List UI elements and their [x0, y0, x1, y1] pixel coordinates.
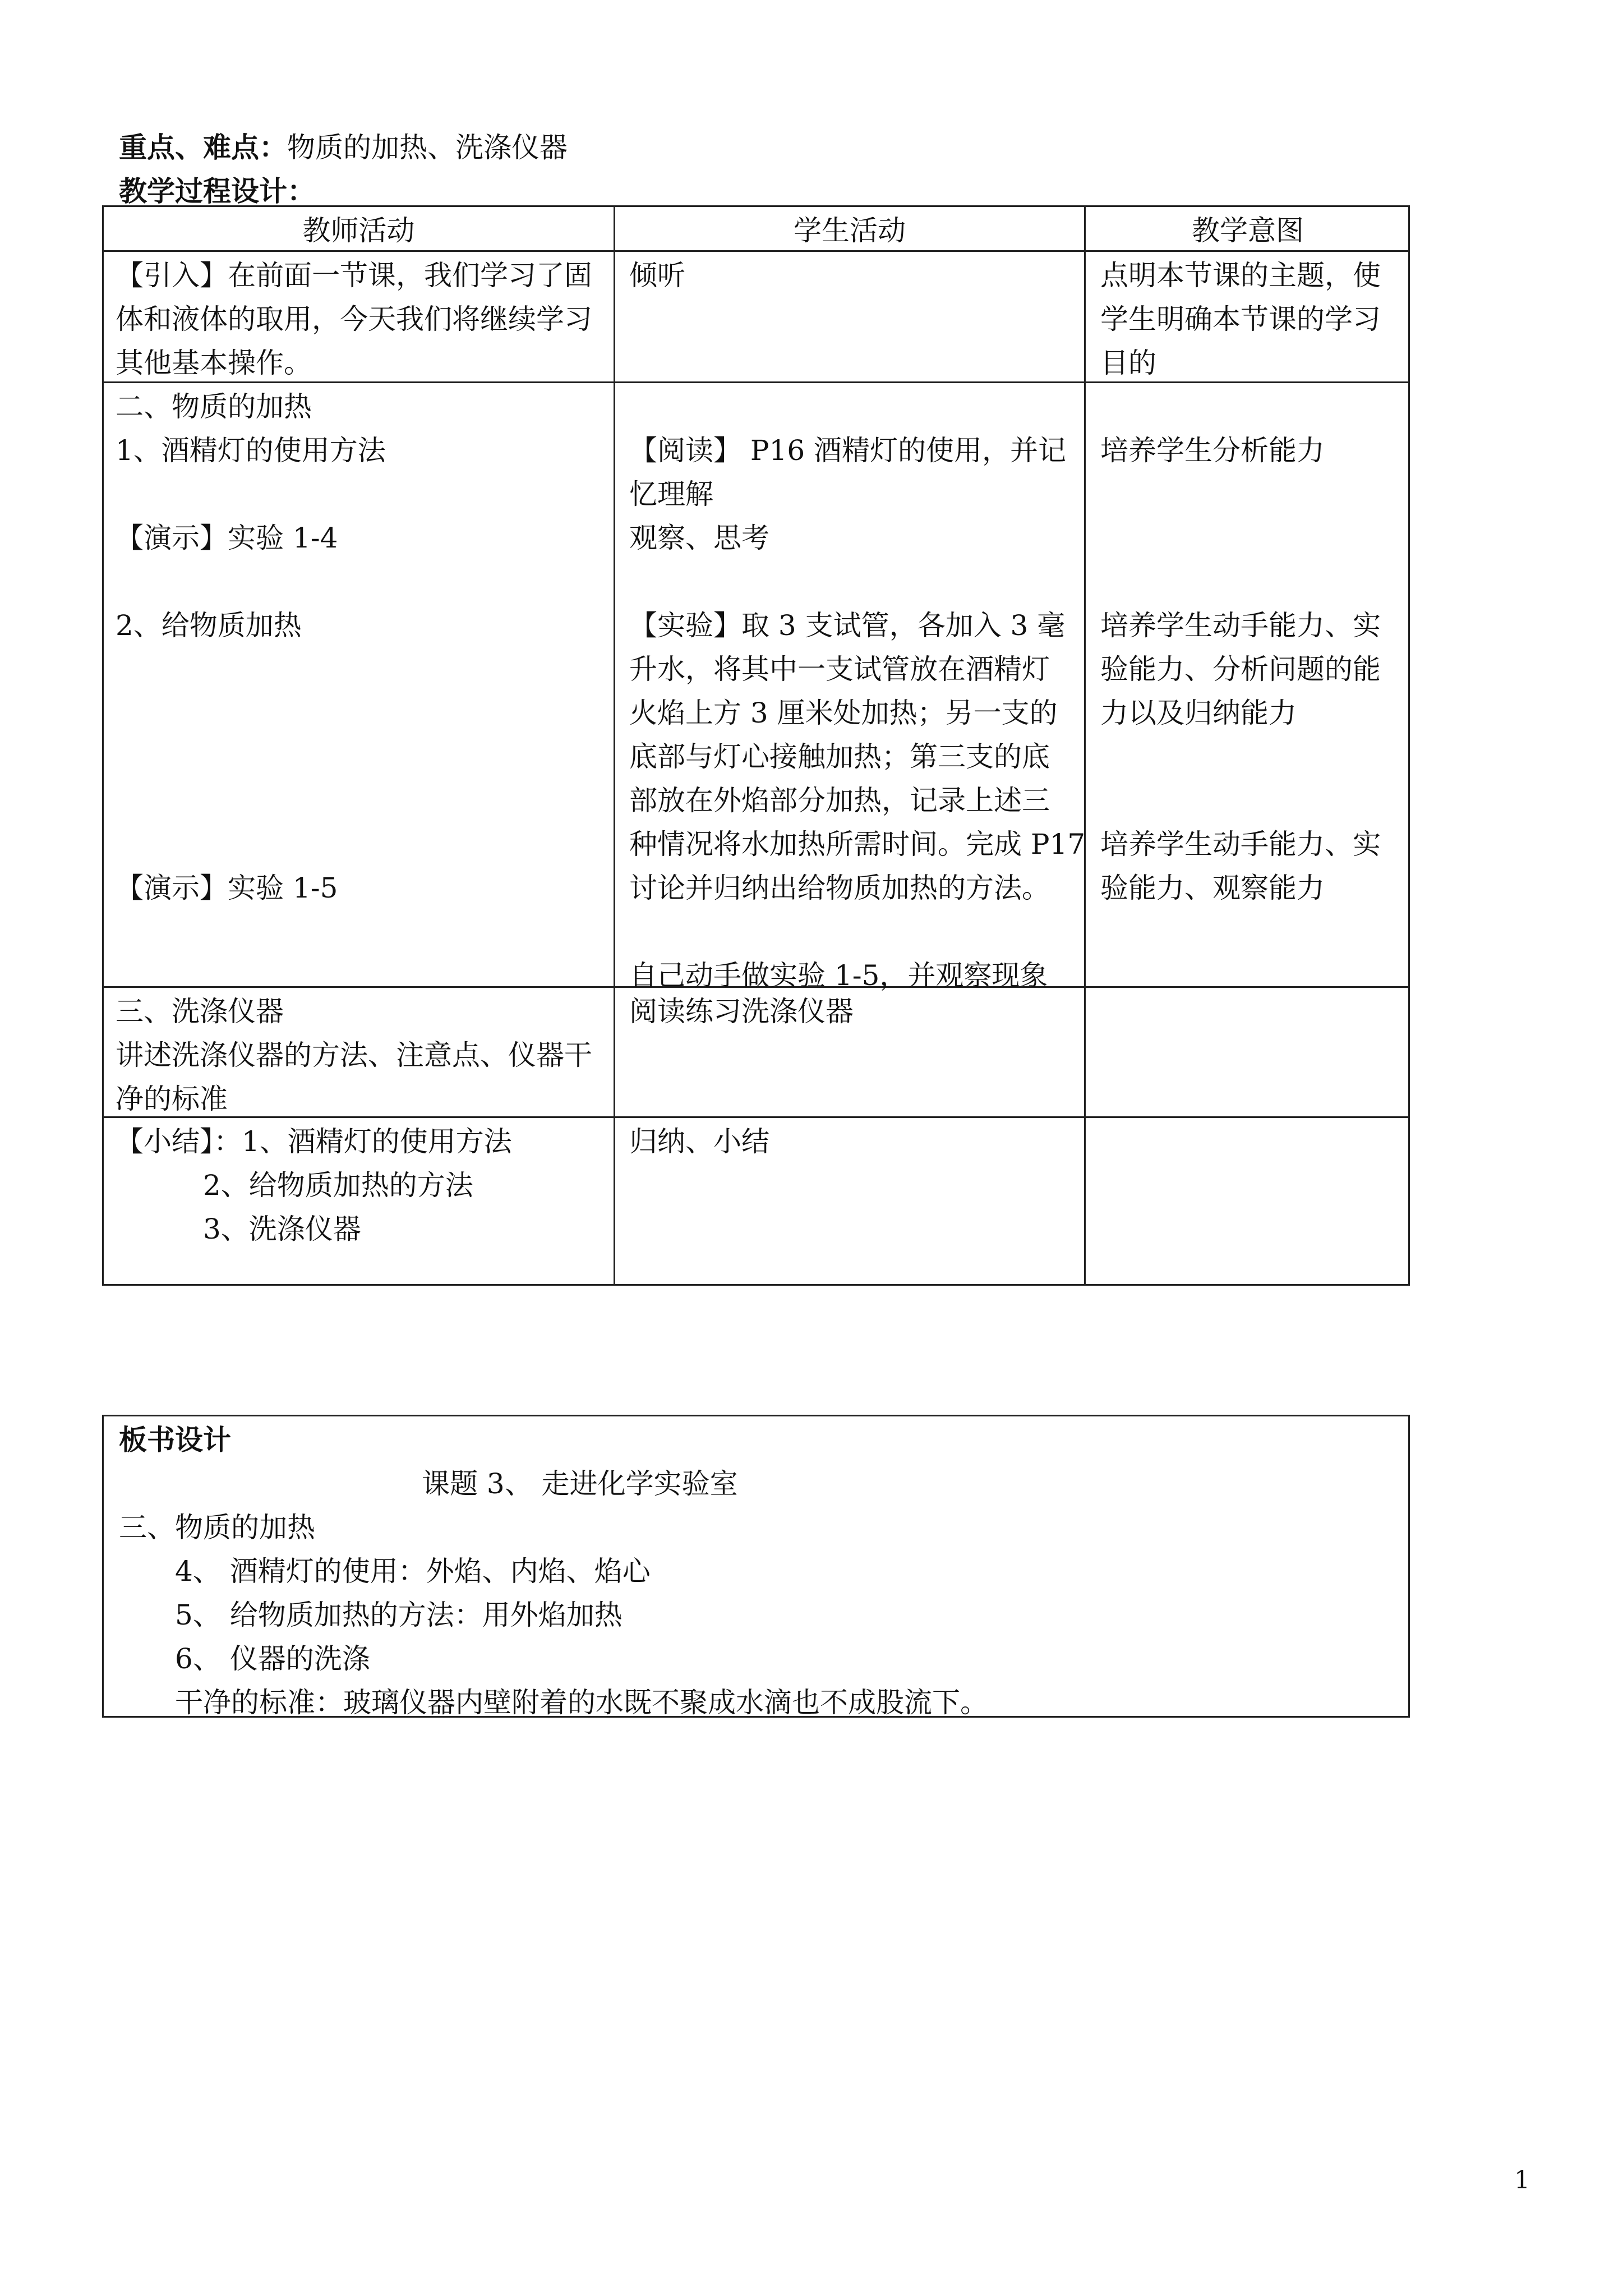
row-heating-intent: 培养学生分析能力 培养学生动手能力、实 验能力、分析问题的能 力以及归纳能力 培养学生动手能力、实 验能力、观察能力 — [1100, 434, 1381, 904]
row-intro-teacher: 【引入】在前面一节课，我们学习了固 体和液体的取用，今天我们将继续学习 其他基本操作。 — [116, 259, 592, 379]
header-student: 学生活动 — [794, 214, 906, 247]
row-washing-student: 阅读练习洗涤仪器 — [629, 995, 854, 1028]
row-heating-teacher: 二、物质的加热 1、酒精灯的使用方法 【演示】实验 1-4 2、给物质加热 【演示】实验 1-5 — [116, 390, 386, 904]
page-number: 1 — [1514, 2166, 1530, 2194]
board-line: 干净的标准：玻璃仪器内壁附着的水既不聚成水滴也不成股流下。 — [175, 1686, 988, 1719]
keypoints-label: 重点、难点： — [119, 131, 287, 164]
row-washing-teacher: 三、洗涤仪器 讲述洗涤仪器的方法、注意点、仪器干 净的标准 — [116, 995, 592, 1115]
keypoints-text: 物质的加热、洗涤仪器 — [287, 131, 568, 164]
row-heating-student: 【阅读】 P16 酒精灯的使用，并记 忆理解 观察、思考 【实验】取 3 支试管，各加入 3 毫 升水，将其中一支试管放在酒精灯 火焰上方 3 厘米处加热；另一支的 底部与灯心接触加热；第三支的底 部放在外焰部分加热，记录上述三 种情况将水加热所需时间。完成 P17 讨论并归纳出给物质加热的方法。 自己动手做实验 1-5，并观察现象 — [629, 434, 1086, 992]
board-design-content — [119, 1418, 988, 1724]
process-title: 教学过程设计： — [119, 174, 315, 208]
board-line: 课题 3、 走进化学实验室 — [422, 1467, 738, 1500]
column-divider — [614, 205, 615, 1286]
row-summary-teacher: 【小结】：1、酒精灯的使用方法 2、给物质加热的方法 3、洗涤仪器 — [116, 1125, 512, 1245]
row-summary-student: 归纳、小结 — [629, 1125, 769, 1158]
board-line: 三、物质的加热 — [119, 1511, 315, 1544]
header-teacher: 教师活动 — [302, 214, 415, 247]
row-intro-intent: 点明本节课的主题，使 学生明确本节课的学习 目的 — [1100, 259, 1381, 379]
board-line: 5、 给物质加热的方法：用外焰加热 — [175, 1599, 623, 1631]
keypoints-line — [119, 126, 568, 169]
row-intro-student: 倾听 — [629, 259, 685, 292]
board-title: 板书设计 — [119, 1423, 231, 1456]
board-line: 6、 仪器的洗涤 — [175, 1642, 370, 1675]
board-line: 4、 酒精灯的使用：外焰、内焰、焰心 — [175, 1555, 651, 1588]
header-intent: 教学意图 — [1192, 214, 1304, 247]
